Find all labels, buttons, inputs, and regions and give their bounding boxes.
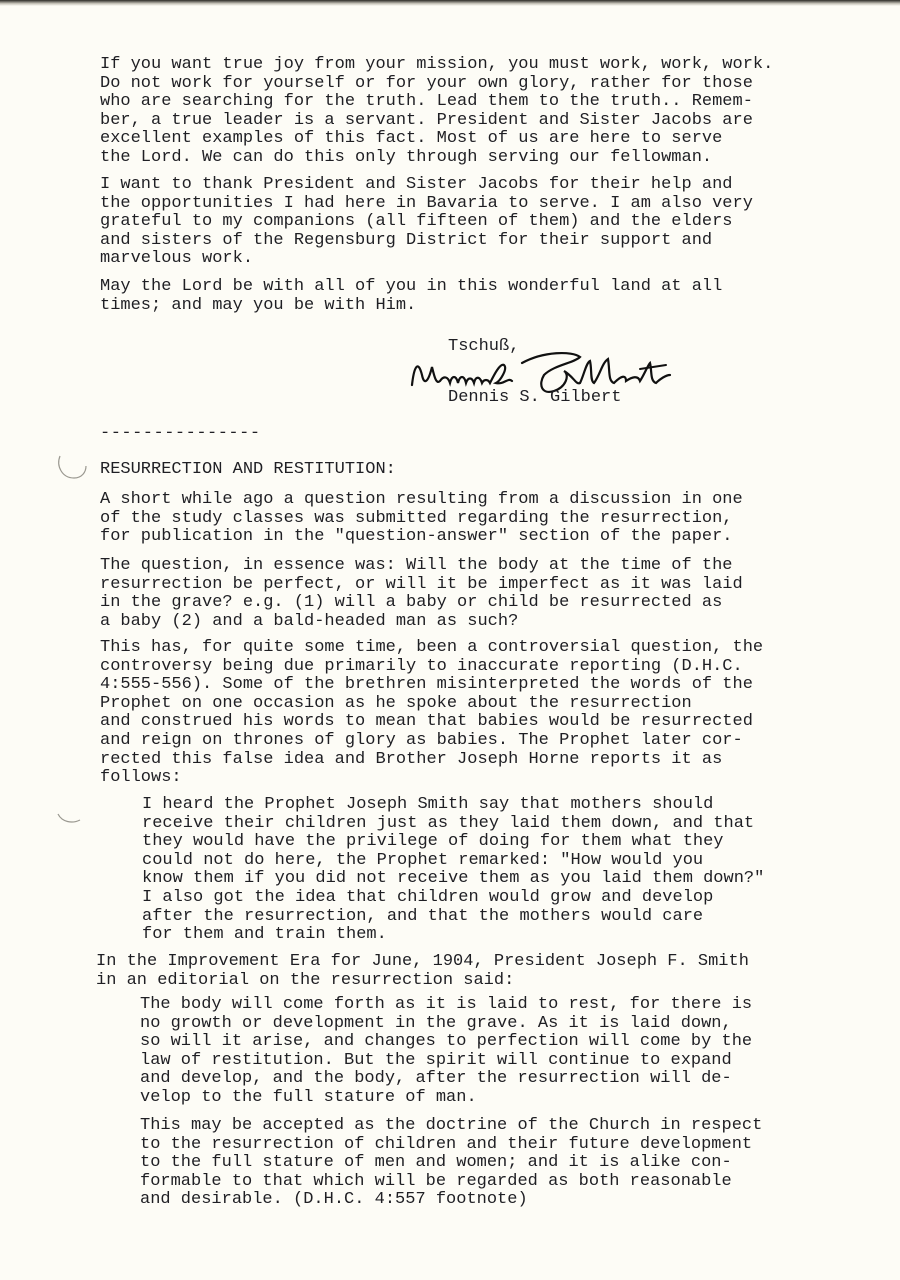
text-line: This has, for quite some time, been a controversial question, the <box>100 638 764 657</box>
paragraph-question-origin <box>100 491 840 547</box>
blockquote-editorial <box>140 996 880 1108</box>
text-line: A short while ago a question resulting from a discussion in one <box>100 490 743 509</box>
text-line: In the Improvement Era for June, 1904, President Joseph F. Smith <box>96 952 749 971</box>
text-line: times; and may you be with Him. <box>100 295 417 315</box>
text-line: The body will come forth as it is laid to rest, for there is <box>140 995 753 1014</box>
text-line: ber, a true leader is a servant. President and Sister Jacobs are <box>100 110 753 130</box>
paragraph-thanks <box>100 176 840 269</box>
text-line: resurrection be perfect, or will it be imperfect as it was laid <box>100 574 743 594</box>
text-line: so will it arise, and changes to perfection will come by the <box>140 1032 753 1052</box>
text-line: and construed his words to mean that babies would be resurrected <box>100 712 753 732</box>
text-line: know them if you did not receive them as you laid them down?" <box>142 869 765 889</box>
text-line: law of restitution. But the spirit will continue to expand <box>140 1050 732 1070</box>
text-line: follows: <box>100 768 182 788</box>
text-line: and develop, and the body, after the resurrection will de- <box>140 1069 732 1089</box>
text-line: marvelous work. <box>100 249 254 269</box>
text-line: Prophet on one occasion as he spoke about the resurrection <box>100 693 692 713</box>
blockquote-doctrine <box>140 1117 880 1210</box>
text-line: who are searching for the truth. Lead them to the truth.. Remem- <box>100 92 753 112</box>
paragraph-controversy <box>100 639 840 788</box>
text-line: in an editorial on the resurrection said: <box>96 970 515 990</box>
punch-hole-mark <box>54 448 88 482</box>
text-line: grateful to my companions (all fifteen of them) and the elders <box>100 212 733 232</box>
text-line: to the full stature of men and women; and it is alike con- <box>140 1153 732 1173</box>
section-separator: --------------- <box>100 424 261 443</box>
text-line: receive their children just as they laid them down, and that <box>142 813 755 833</box>
text-line: for publication in the "question-answer" section of the paper. <box>100 527 733 547</box>
text-line: for them and train them. <box>142 925 387 945</box>
text-line: a baby (2) and a bald-headed man as such? <box>100 611 519 631</box>
text-line: Do not work for yourself or for your own glory, rather for those <box>100 73 753 93</box>
text-line: no growth or development in the grave. As it is laid down, <box>140 1013 732 1033</box>
text-line: and desirable. (D.H.C. 4:557 footnote) <box>140 1190 528 1210</box>
text-line: I want to thank President and Sister Jacobs for their help and <box>100 175 733 194</box>
page-top-edge <box>0 0 900 6</box>
punch-hole-mark <box>54 796 88 830</box>
blockquote-joseph-horne <box>142 796 882 945</box>
paragraph-blessing <box>100 278 840 315</box>
paragraph-the-question <box>100 557 840 631</box>
text-line: could not do here, the Prophet remarked: "How would you <box>142 850 704 870</box>
text-line: I also got the idea that children would grow and develop <box>142 887 714 907</box>
paragraph-improvement-era <box>96 953 836 990</box>
text-line: the opportunities I had here in Bavaria to serve. I am also very <box>100 193 753 213</box>
text-line: in the grave? e.g. (1) will a baby or child be resurrected as <box>100 593 723 613</box>
text-line: If you want true joy from your mission, you must work, work, work. <box>100 55 774 74</box>
text-line: of the study classes was submitted regarding the resurrection, <box>100 508 733 528</box>
text-line: The question, in essence was: Will the body at the time of the <box>100 556 733 575</box>
text-line: and sisters of the Regensburg District for their support and <box>100 230 713 250</box>
text-line: the Lord. We can do this only through serving our fellowman. <box>100 147 713 167</box>
closing-salutation: Tschuß, <box>448 337 520 356</box>
section-heading: RESURRECTION AND RESTITUTION: <box>100 460 396 479</box>
text-line: 4:555-556). Some of the brethren misinterpreted the words of the <box>100 675 753 695</box>
signature-name: Dennis S. Gilbert <box>448 388 622 407</box>
text-line: they would have the privilege of doing for them what they <box>142 832 724 852</box>
text-line: velop to the full stature of man. <box>140 1087 477 1107</box>
text-line: controversy being due primarily to inaccurate reporting (D.H.C. <box>100 656 743 676</box>
text-line: May the Lord be with all of you in this wonderful land at all <box>100 277 723 296</box>
text-line: This may be accepted as the doctrine of the Church in respect <box>140 1116 763 1135</box>
text-line: formable to that which will be regarded as both reasonable <box>140 1171 732 1191</box>
text-line: and reign on thrones of glory as babies. The Prophet later cor- <box>100 730 743 750</box>
text-line: I heard the Prophet Joseph Smith say that mothers should <box>142 795 714 814</box>
text-line: to the resurrection of children and their future development <box>140 1134 753 1154</box>
text-line: after the resurrection, and that the mothers would care <box>142 906 704 926</box>
paragraph-mission-joy <box>100 56 840 168</box>
text-line: rected this false idea and Brother Joseph Horne reports it as <box>100 749 723 769</box>
text-line: excellent examples of this fact. Most of us are here to serve <box>100 129 723 149</box>
